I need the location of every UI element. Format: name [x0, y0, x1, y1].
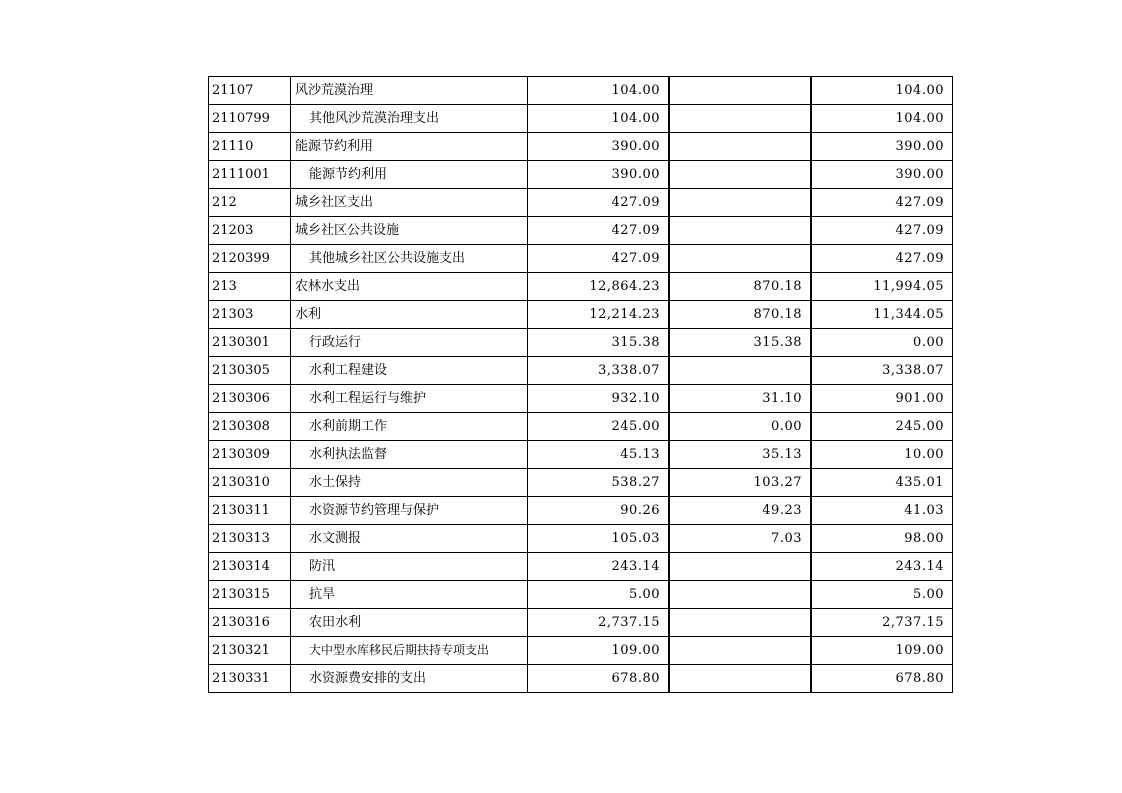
- total-amount-cell: 104.00: [528, 77, 670, 105]
- basic-expense-cell: [669, 357, 811, 385]
- basic-expense-cell: 35.13: [669, 441, 811, 469]
- table-row: [209, 161, 953, 189]
- account-name-cell: 水文测报: [291, 525, 528, 553]
- total-amount-cell: 427.09: [528, 189, 670, 217]
- account-code-cell: 21110: [209, 133, 291, 161]
- project-expense-cell: 3,338.07: [811, 357, 953, 385]
- table-row: [209, 441, 953, 469]
- basic-expense-cell: [669, 133, 811, 161]
- account-code-cell: 2130316: [209, 609, 291, 637]
- project-expense-cell: 427.09: [811, 217, 953, 245]
- account-name-cell: 水利工程建设: [291, 357, 528, 385]
- account-name-cell: 农林水支出: [291, 273, 528, 301]
- table-row: [209, 637, 953, 665]
- account-code-cell: 21107: [209, 77, 291, 105]
- account-name-cell: 水利工程运行与维护: [291, 385, 528, 413]
- project-expense-cell: 104.00: [811, 77, 953, 105]
- total-amount-cell: 245.00: [528, 413, 670, 441]
- table-row: [209, 329, 953, 357]
- table-row: [209, 469, 953, 497]
- account-name-cell: 能源节约利用: [291, 133, 528, 161]
- total-amount-cell: 12,864.23: [528, 273, 670, 301]
- basic-expense-cell: [669, 637, 811, 665]
- account-code-cell: 21303: [209, 301, 291, 329]
- account-code-cell: 2110799: [209, 105, 291, 133]
- account-code-cell: 213: [209, 273, 291, 301]
- total-amount-cell: 90.26: [528, 497, 670, 525]
- basic-expense-cell: [669, 105, 811, 133]
- account-code-cell: 2130311: [209, 497, 291, 525]
- table-row: [209, 273, 953, 301]
- total-amount-cell: 427.09: [528, 217, 670, 245]
- basic-expense-cell: 870.18: [669, 273, 811, 301]
- total-amount-cell: 105.03: [528, 525, 670, 553]
- basic-expense-cell: 49.23: [669, 497, 811, 525]
- table-row: [209, 553, 953, 581]
- basic-expense-cell: [669, 161, 811, 189]
- table-row: [209, 413, 953, 441]
- account-name-cell: 其他风沙荒漠治理支出: [291, 105, 528, 133]
- account-code-cell: 2130321: [209, 637, 291, 665]
- account-code-cell: 2130314: [209, 553, 291, 581]
- project-expense-cell: 109.00: [811, 637, 953, 665]
- account-code-cell: 2130308: [209, 413, 291, 441]
- account-code-cell: 2111001: [209, 161, 291, 189]
- account-code-cell: 2130313: [209, 525, 291, 553]
- account-name-cell: 大中型水库移民后期扶持专项支出: [291, 637, 528, 665]
- project-expense-cell: 41.03: [811, 497, 953, 525]
- basic-expense-cell: [669, 217, 811, 245]
- account-name-cell: 水利: [291, 301, 528, 329]
- total-amount-cell: 678.80: [528, 665, 670, 693]
- account-name-cell: 城乡社区公共设施: [291, 217, 528, 245]
- table-row: [209, 385, 953, 413]
- table-row: [209, 497, 953, 525]
- project-expense-cell: 427.09: [811, 189, 953, 217]
- account-name-cell: 水利前期工作: [291, 413, 528, 441]
- project-expense-cell: 0.00: [811, 329, 953, 357]
- basic-expense-cell: [669, 245, 811, 273]
- total-amount-cell: 538.27: [528, 469, 670, 497]
- account-name-cell: 其他城乡社区公共设施支出: [291, 245, 528, 273]
- total-amount-cell: 109.00: [528, 637, 670, 665]
- project-expense-cell: 5.00: [811, 581, 953, 609]
- account-name-cell: 农田水利: [291, 609, 528, 637]
- account-name-cell: 防汛: [291, 553, 528, 581]
- project-expense-cell: 11,344.05: [811, 301, 953, 329]
- account-name-cell: 水土保持: [291, 469, 528, 497]
- project-expense-cell: 10.00: [811, 441, 953, 469]
- total-amount-cell: 104.00: [528, 105, 670, 133]
- account-code-cell: 21203: [209, 217, 291, 245]
- table-row: [209, 609, 953, 637]
- basic-expense-cell: 31.10: [669, 385, 811, 413]
- basic-expense-cell: [669, 581, 811, 609]
- account-code-cell: 2130331: [209, 665, 291, 693]
- table-row: [209, 77, 953, 105]
- account-name-cell: 抗旱: [291, 581, 528, 609]
- table-row: [209, 189, 953, 217]
- project-expense-cell: 390.00: [811, 161, 953, 189]
- account-name-cell: 城乡社区支出: [291, 189, 528, 217]
- table-row: [209, 217, 953, 245]
- total-amount-cell: 243.14: [528, 553, 670, 581]
- total-amount-cell: 390.00: [528, 133, 670, 161]
- account-name-cell: 水资源费安排的支出: [291, 665, 528, 693]
- account-code-cell: 2130315: [209, 581, 291, 609]
- total-amount-cell: 390.00: [528, 161, 670, 189]
- total-amount-cell: 932.10: [528, 385, 670, 413]
- total-amount-cell: 45.13: [528, 441, 670, 469]
- account-name-cell: 能源节约利用: [291, 161, 528, 189]
- table-row: [209, 105, 953, 133]
- project-expense-cell: 11,994.05: [811, 273, 953, 301]
- account-code-cell: 212: [209, 189, 291, 217]
- project-expense-cell: 678.80: [811, 665, 953, 693]
- total-amount-cell: 3,338.07: [528, 357, 670, 385]
- project-expense-cell: 104.00: [811, 105, 953, 133]
- table-row: [209, 525, 953, 553]
- basic-expense-cell: [669, 553, 811, 581]
- account-code-cell: 2130305: [209, 357, 291, 385]
- basic-expense-cell: [669, 189, 811, 217]
- account-code-cell: 2130309: [209, 441, 291, 469]
- basic-expense-cell: [669, 665, 811, 693]
- table-row: [209, 665, 953, 693]
- budget-table: [208, 76, 953, 693]
- total-amount-cell: 12,214.23: [528, 301, 670, 329]
- account-code-cell: 2120399: [209, 245, 291, 273]
- total-amount-cell: 427.09: [528, 245, 670, 273]
- total-amount-cell: 2,737.15: [528, 609, 670, 637]
- account-code-cell: 2130301: [209, 329, 291, 357]
- project-expense-cell: 390.00: [811, 133, 953, 161]
- account-name-cell: 水利执法监督: [291, 441, 528, 469]
- account-code-cell: 2130310: [209, 469, 291, 497]
- basic-expense-cell: [669, 77, 811, 105]
- table-row: [209, 133, 953, 161]
- total-amount-cell: 5.00: [528, 581, 670, 609]
- table-row: [209, 245, 953, 273]
- basic-expense-cell: 7.03: [669, 525, 811, 553]
- project-expense-cell: 245.00: [811, 413, 953, 441]
- basic-expense-cell: 315.38: [669, 329, 811, 357]
- account-name-cell: 水资源节约管理与保护: [291, 497, 528, 525]
- project-expense-cell: 435.01: [811, 469, 953, 497]
- basic-expense-cell: 103.27: [669, 469, 811, 497]
- basic-expense-cell: 870.18: [669, 301, 811, 329]
- basic-expense-cell: [669, 609, 811, 637]
- account-code-cell: 2130306: [209, 385, 291, 413]
- project-expense-cell: 427.09: [811, 245, 953, 273]
- project-expense-cell: 98.00: [811, 525, 953, 553]
- account-name-cell: 行政运行: [291, 329, 528, 357]
- account-name-cell: 风沙荒漠治理: [291, 77, 528, 105]
- project-expense-cell: 2,737.15: [811, 609, 953, 637]
- total-amount-cell: 315.38: [528, 329, 670, 357]
- table-row: [209, 357, 953, 385]
- budget-table-body: [209, 77, 953, 693]
- project-expense-cell: 243.14: [811, 553, 953, 581]
- basic-expense-cell: 0.00: [669, 413, 811, 441]
- table-row: [209, 581, 953, 609]
- table-row: [209, 301, 953, 329]
- project-expense-cell: 901.00: [811, 385, 953, 413]
